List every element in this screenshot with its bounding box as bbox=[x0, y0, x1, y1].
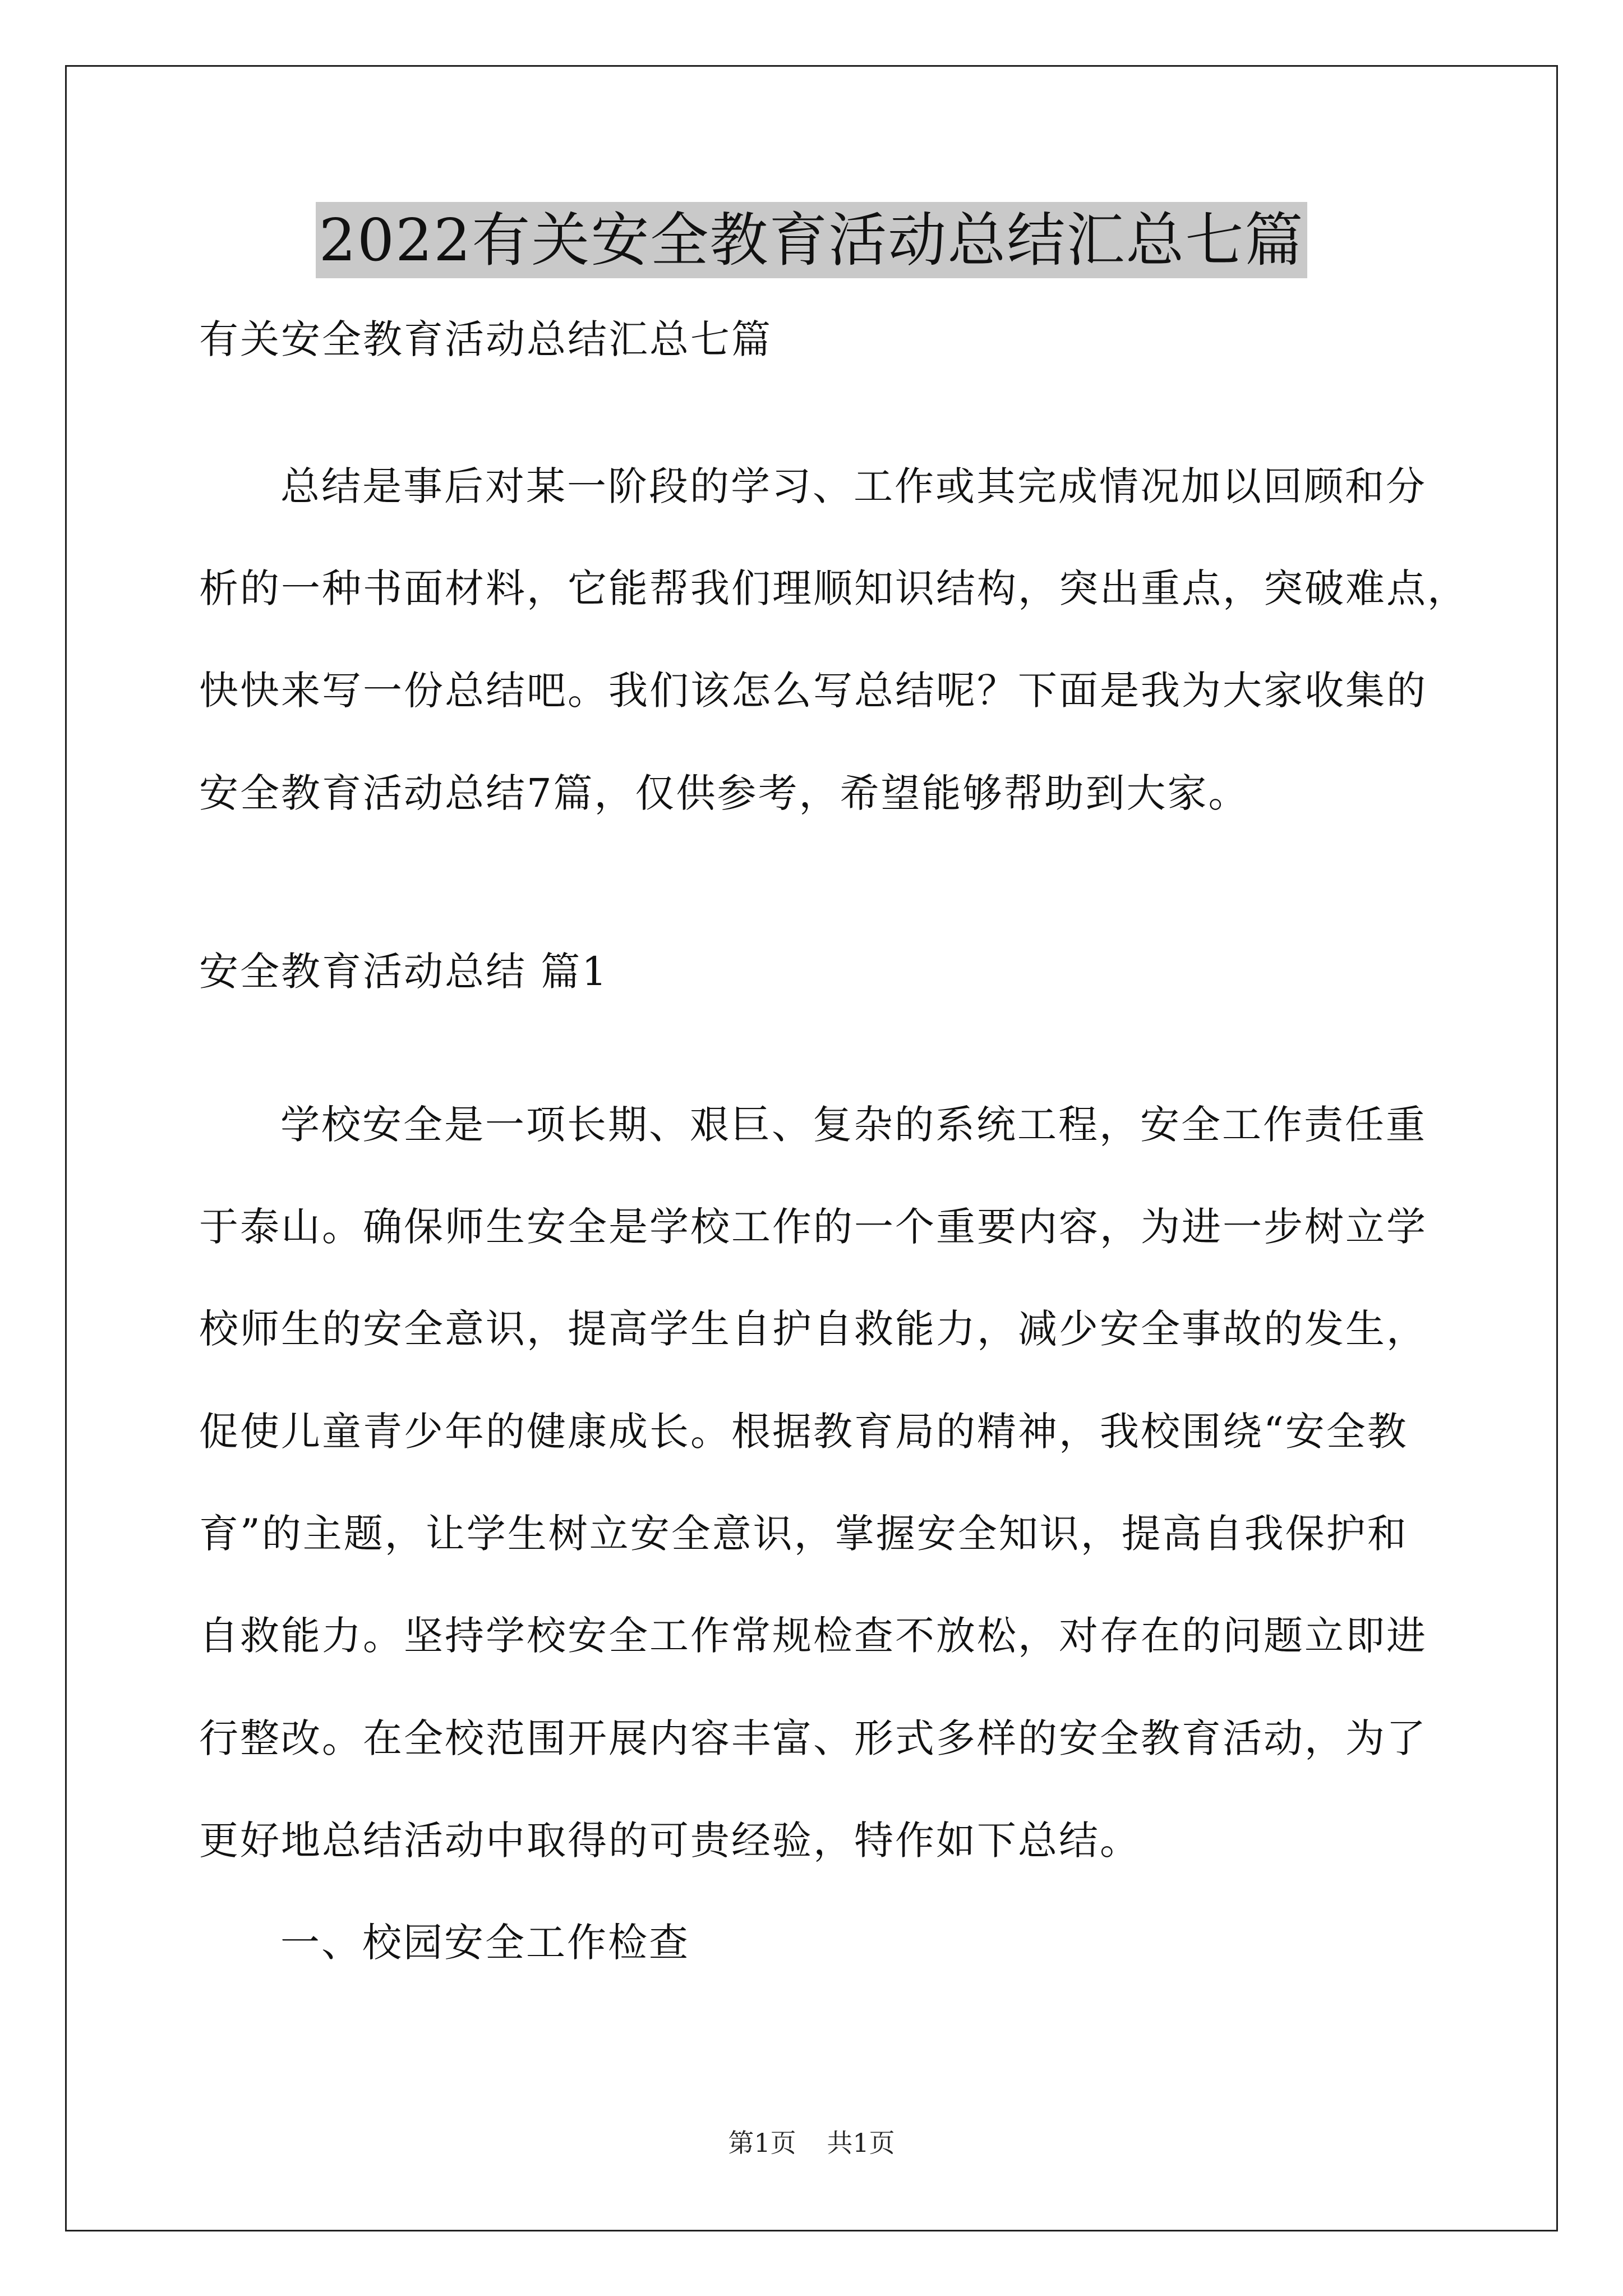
subsection-heading: 一、校园安全工作检查 bbox=[280, 1920, 690, 1966]
intro-line: 安全教育活动总结7篇，仅供参考，希望能够帮助到大家。 bbox=[199, 770, 1249, 816]
document-subtitle: 有关安全教育活动总结汇总七篇 bbox=[199, 316, 772, 362]
section-heading: 安全教育活动总结 篇1 bbox=[199, 949, 608, 995]
total-pages: 共1页 bbox=[827, 2128, 895, 2158]
body-line: 更好地总结活动中取得的可贵经验，特作如下总结。 bbox=[199, 1818, 1141, 1864]
body-line: 促使儿童青少年的健康成长。根据教育局的精神，我校围绕“安全教 bbox=[199, 1409, 1408, 1455]
page-number: 第1页 bbox=[728, 2128, 796, 2158]
body-line: 校师生的安全意识，提高学生自护自救能力，减少安全事故的发生， bbox=[199, 1306, 1427, 1352]
body-line: 育”的主题，让学生树立安全意识，掌握安全知识，提高自我保护和 bbox=[199, 1511, 1408, 1557]
document-title: 2022有关安全教育活动总结汇总七篇 bbox=[316, 202, 1308, 278]
page-footer bbox=[0, 2126, 1623, 2160]
intro-line: 快快来写一份总结吧。我们该怎么写总结呢？下面是我为大家收集的 bbox=[199, 668, 1427, 714]
body-line: 于泰山。确保师生安全是学校工作的一个重要内容，为进一步树立学 bbox=[199, 1204, 1427, 1250]
intro-line: 析的一种书面材料，它能帮我们理顺知识结构，突出重点，突破难点， bbox=[199, 565, 1468, 611]
body-line: 行整改。在全校范围开展内容丰富、形式多样的安全教育活动，为了 bbox=[199, 1715, 1427, 1761]
intro-line: 总结是事后对某一阶段的学习、工作或其完成情况加以回顾和分 bbox=[280, 463, 1427, 509]
body-line: 自救能力。坚持学校安全工作常规检查不放松，对存在的问题立即进 bbox=[199, 1613, 1427, 1659]
body-line: 学校安全是一项长期、艰巨、复杂的系统工程，安全工作责任重 bbox=[280, 1102, 1427, 1148]
title-container bbox=[0, 202, 1623, 278]
